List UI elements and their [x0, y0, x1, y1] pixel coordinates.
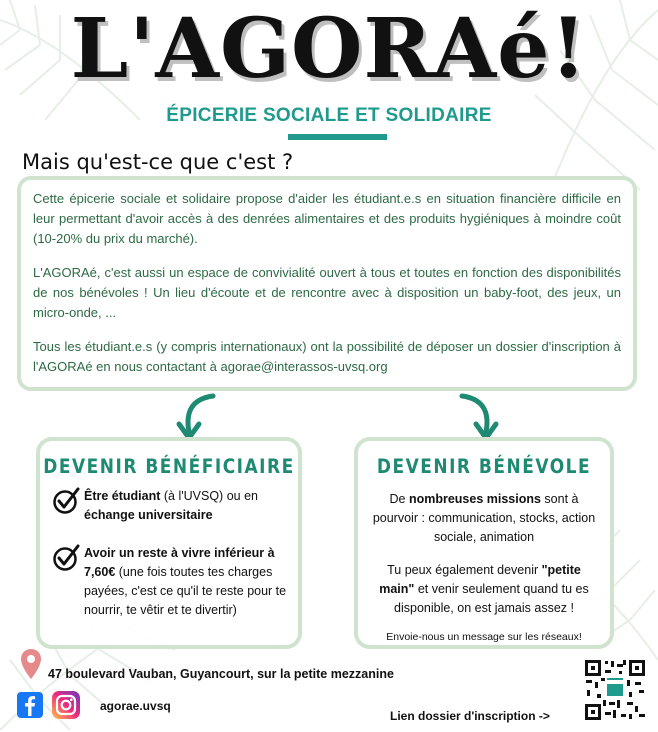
curved-arrow-down-icon: [175, 392, 223, 442]
page-subtitle: ÉPICERIE SOCIALE ET SOLIDAIRE: [166, 105, 492, 126]
para-plain: Tu peux également devenir: [387, 563, 542, 577]
curved-arrow-down-icon: [452, 392, 500, 442]
check-circle-icon: [52, 487, 80, 515]
benevole-petite-main-text: [372, 561, 596, 618]
benevole-missions-text: [372, 490, 596, 547]
para-bold: nombreuses missions: [408, 492, 541, 506]
intro-paragraph: L'AGORAé, c'est aussi un espace de convivialité ouvert à tous et toutes en fonction des disponibilités de nos bénévoles ! Un lieu d'écoute et de rencontre avec à disposition un baby-foot, des jeux, un micro-onde, ...: [33, 265, 621, 320]
criterion-bold: Être étudiant: [84, 489, 161, 503]
beneficiaire-card: [36, 437, 302, 649]
intro-paragraph: Tous les étudiant.e.s (y compris internationaux) ont la possibilité de déposer un dossier d'inscription à l'AGORAé en nous contactant à agorae@interassos-uvsq.org: [33, 339, 621, 374]
beneficiaire-title: DEVENIR BÉNÉFICIAIRE: [43, 455, 295, 479]
para-bold: "petite main": [379, 563, 581, 596]
page-title: L'AGORAé!: [70, 1, 588, 97]
location-pin-icon: [20, 648, 42, 680]
para-plain: De: [389, 492, 409, 506]
intro-box: [17, 176, 637, 391]
criterion-bold: Avoir un reste à vivre inférieur à 7,60€: [84, 546, 275, 579]
intro-question: Mais qu'est-ce que c'est ?: [22, 150, 294, 174]
benevole-card: [354, 437, 614, 649]
benevole-title: DEVENIR BÉNÉVOLE: [376, 455, 592, 479]
address-text: 47 boulevard Vauban, Guyancourt, sur la petite mezzanine: [48, 667, 394, 681]
para-plain: sont à pourvoir : communication, stocks, action sociale, animation: [372, 492, 596, 544]
subtitle-underline: [288, 134, 387, 140]
criterion-plain: (à l'UVSQ) ou en: [160, 489, 258, 503]
criterion-bold: échange universitaire: [84, 508, 213, 522]
benevole-contact-note: Envoie-nous un message sur les réseaux!: [386, 631, 582, 643]
criterion-plain: (une fois toutes tes charges payées, c'est ce qu'il te reste pour te nourrir, te vêtir et te divertir): [84, 565, 287, 617]
para-plain: et venir seulement quand tu es disponible, on est jamais assez !: [394, 582, 589, 615]
check-circle-icon: [52, 544, 80, 572]
qr-code[interactable]: [583, 658, 647, 722]
instagram-icon[interactable]: [52, 691, 80, 719]
qr-link-label: Lien dossier d'inscription ->: [390, 709, 550, 723]
facebook-icon[interactable]: [17, 692, 43, 718]
social-handle: agorae.uvsq: [100, 699, 171, 713]
intro-paragraph: Cette épicerie sociale et solidaire propose d'aider les étudiant.e.s en situation financière difficile en leur permettant d'avoir accès à des denrées alimentaires et des produits hygiéniques à moindre coût (10-20% du prix du marché).: [33, 191, 621, 246]
criterion-text: [84, 487, 292, 525]
criterion-text: [84, 544, 292, 620]
